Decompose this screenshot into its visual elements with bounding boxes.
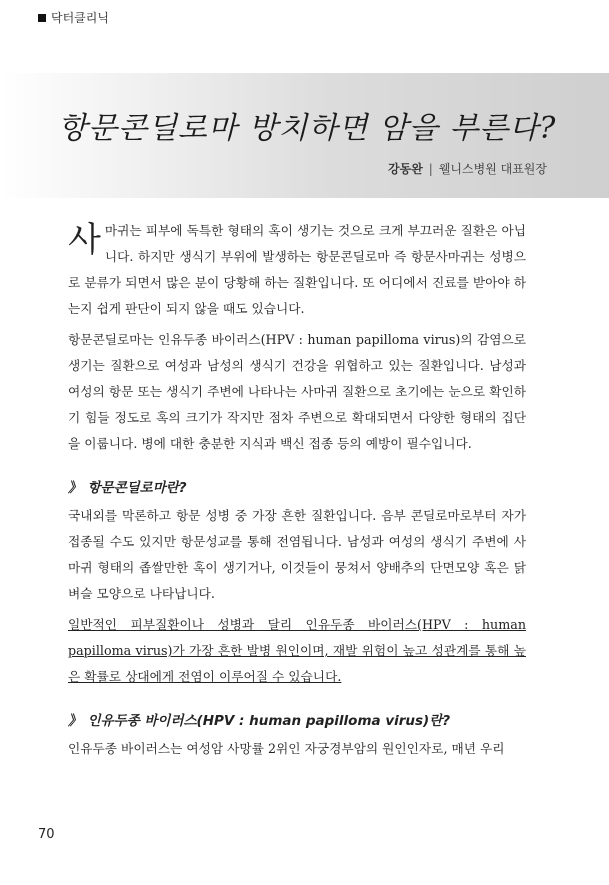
section-category bbox=[38, 9, 109, 26]
author-name: 강동완 bbox=[388, 162, 423, 176]
square-bullet-icon bbox=[38, 14, 46, 22]
author-separator: | bbox=[428, 162, 433, 176]
double-chevron-icon: 》 bbox=[68, 713, 82, 729]
intro-paragraph-1-text: 마귀는 피부에 독특한 형태의 혹이 생기는 것으로 크게 부끄러운 질환은 아닙니다. 하지만 생식기 부위에 발생하는 항문콘딜로마 즉 항문사마귀는 성병으로 분류가 되면서 많은 분이 당황해 하는 질환입니다. 또 어디에서 진료를 받아야 하는지 쉽게 판단이 되지 않을 때도 있습니다. bbox=[68, 223, 526, 316]
intro-paragraph-1 bbox=[68, 218, 526, 322]
section-heading-text: 항문콘딜로마란? bbox=[87, 480, 187, 496]
intro-paragraph-2: 항문콘딜로마는 인유두종 바이러스(HPV : human papilloma virus)의 감염으로 생기는 질환으로 여성과 남성의 생식기 건강을 위협하고 있는 질환입니다. 남성과 여성의 항문 또는 생식기 주변에 나타나는 사마귀 질환으로 초기에는 눈으로 확인하기 힘들 정도로 혹의 크기가 작지만 점차 주변으로 확대되면서 다양한 형태의 집단을 이룹니다. 병에 대한 충분한 지식과 백신 접종 등의 예방이 필수입니다. bbox=[68, 332, 526, 451]
drop-cap: 사 bbox=[68, 220, 101, 260]
double-chevron-icon: 》 bbox=[68, 480, 82, 496]
section-heading-text: 인유두종 바이러스(HPV : human papilloma virus)란? bbox=[87, 713, 451, 729]
article-body bbox=[68, 218, 526, 767]
article-title: 항문콘딜로마 방치하면 암을 부른다? bbox=[58, 111, 557, 146]
section-heading-condyloma bbox=[68, 475, 526, 501]
author-line bbox=[388, 160, 547, 177]
category-label: 닥터클리닉 bbox=[51, 11, 109, 25]
section1-paragraph-2: 일반적인 피부질환이나 성병과 달리 인유두종 바이러스(HPV : human papilloma virus)가 가장 흔한 발병 원인이며, 재발 위험이 높고 성관계를 통해 높은 확률로 상대에게 전염이 이루어질 수 있습니다. bbox=[68, 617, 526, 684]
section2-paragraph-1: 인유두종 바이러스는 여성암 사망률 2위인 자궁경부암의 원인인자로, 매년 우리 bbox=[68, 741, 505, 756]
section-heading-hpv bbox=[68, 708, 526, 734]
author-affiliation: 웰니스병원 대표원장 bbox=[438, 162, 547, 176]
page-number: 70 bbox=[38, 827, 55, 842]
section1-paragraph-1: 국내외를 막론하고 항문 성병 중 가장 흔한 질환입니다. 음부 콘딜로마로부터 자가접종될 수도 있지만 항문성교를 통해 전염됩니다. 남성과 여성의 생식기 주변에 사마귀 형태의 좁쌀만한 혹이 생기거나, 이것들이 뭉쳐서 양배추의 단면모양 혹은 닭벼슬 모양으로 나타납니다. bbox=[68, 508, 526, 601]
